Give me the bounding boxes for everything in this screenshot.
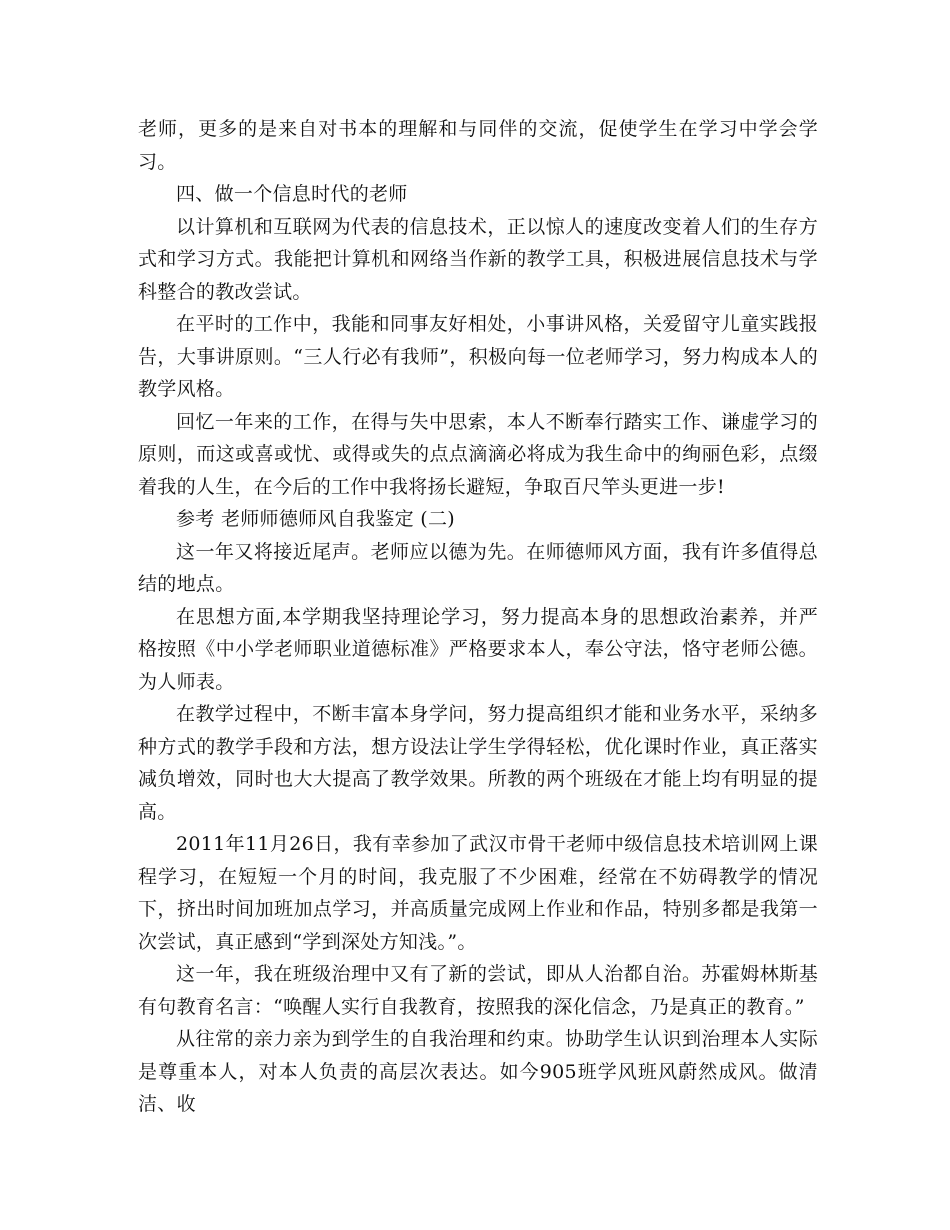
paragraph: 回忆一年来的工作，在得与失中思索，本人不断奉行踏实工作、谦虚学习的原则，而这或喜或忧、或得或失的点点滴滴必将成为我生命中的绚丽色彩，点缀着我的人生，在今后的工作中我将扬长避短，争取百尺竿头更进一步! [138, 410, 818, 498]
paragraph: 以计算机和互联网为代表的信息技术，正以惊人的速度改变着人们的生存方式和学习方式。我能把计算机和网络当作新的教学工具，积极进展信息技术与学科整合的教改尝试。 [138, 215, 818, 303]
document-body [138, 113, 818, 1121]
paragraph: 从往常的亲力亲为到学生的自我治理和约束。协助学生认识到治理本人实际是尊重本人，对本人负责的高层次表达。如今905班学风班风蔚然成风。做清洁、收 [138, 1028, 818, 1115]
paragraph: 这一年又将接近尾声。老师应以德为先。在师德师风方面，我有许多值得总结的地点。 [138, 540, 818, 595]
paragraph: 在思想方面,本学期我坚持理论学习，努力提高本身的思想政治素养，并严格按照《中小学老师职业道德标准》严格要求本人，奉公守法，恪守老师公德。为人师表。 [138, 605, 818, 693]
paragraph-continued: 老师，更多的是来自对书本的理解和与同伴的交流，促使学生在学习中学会学习。 [138, 118, 818, 173]
paragraph: 2011年11月26日，我有幸参加了武汉市骨干老师中级信息技术培训网上课程学习，在短短一个月的时间，我克服了不少困难，经常在不妨碍教学的情况下，挤出时间加班加点学习，并高质量完成网上作业和作品，特别多都是我第一次尝试，真正感到“学到深处方知浅。”。 [138, 833, 818, 953]
section-heading-info-age: 四、做一个信息时代的老师 [176, 183, 408, 205]
paragraph: 这一年，我在班级治理中又有了新的尝试，即从人治都自治。苏霍姆林斯基有句教育名言：“唤醒人实行自我教育，按照我的深化信念，乃是真正的教育。” [138, 963, 818, 1018]
section-heading-part-two: 参考 老师师德师风自我鉴定 (二) [176, 508, 456, 530]
paragraph: 在平时的工作中，我能和同事友好相处，小事讲风格，关爱留守儿童实践报告，大事讲原则。“三人行必有我师”，积极向每一位老师学习，努力构成本人的教学风格。 [138, 313, 818, 400]
paragraph: 在教学过程中，不断丰富本身学问，努力提高组织才能和业务水平，采纳多种方式的教学手段和方法，想方设法让学生学得轻松，优化课时作业，真正落实减负增效，同时也大大提高了教学效果。所教的两个班级在才能上均有明显的提高。 [138, 703, 818, 823]
